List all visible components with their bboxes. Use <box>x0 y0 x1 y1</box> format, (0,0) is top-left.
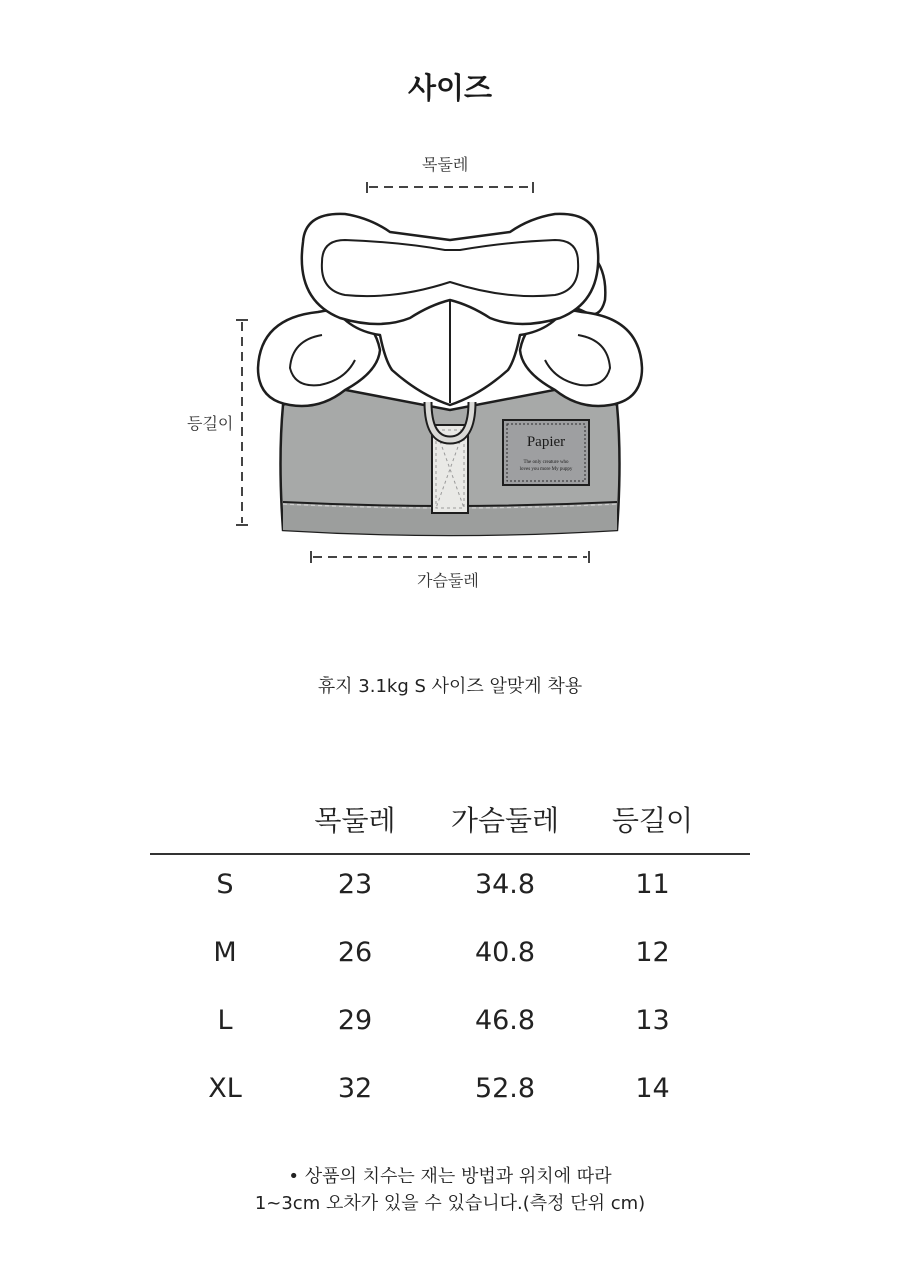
chest-cell: 46.8 <box>474 1005 536 1036</box>
patch-line-1: The only creature who <box>523 460 569 465</box>
back-measure-line <box>236 320 248 525</box>
table-row <box>150 937 750 1005</box>
footnote-line-1: • 상품의 치수는 재는 방법과 위치에 따라 <box>288 1166 612 1187</box>
header-divider <box>150 853 750 855</box>
size-cell: S <box>216 869 234 900</box>
table-row <box>150 1073 750 1141</box>
page-title: 사이즈 <box>407 71 493 105</box>
back-cell: 11 <box>635 869 670 900</box>
neck-cell: 23 <box>337 869 373 900</box>
chest-cell: 34.8 <box>474 869 536 900</box>
neck-cell: 26 <box>337 937 373 968</box>
measurement-footnote <box>0 1163 900 1217</box>
size-cell: L <box>217 1005 233 1036</box>
table-header-row <box>150 795 750 863</box>
patch-brand-text: Papier <box>526 434 566 450</box>
header-back: 등길이 <box>611 804 694 837</box>
neck-label: 목둘레 <box>422 155 469 174</box>
table-row <box>150 869 750 937</box>
table-row <box>150 1005 750 1073</box>
patch-line-2: loves you more My puppy <box>519 467 573 472</box>
garment-diagram <box>0 0 900 620</box>
back-length-label: 등길이 <box>187 414 234 433</box>
fluffy-hood <box>258 214 642 406</box>
brand-patch <box>503 420 589 485</box>
fit-note: 휴지 3.1kg S 사이즈 알맞게 착용 <box>317 676 583 697</box>
footnote-line-2: 1~3cm 오차가 있을 수 있습니다.(측정 단위 cm) <box>254 1193 646 1214</box>
chest-cell: 40.8 <box>474 937 536 968</box>
back-cell: 14 <box>635 1073 670 1104</box>
neck-measure-line <box>367 182 533 193</box>
header-neck: 목둘레 <box>314 804 396 837</box>
header-chest: 가슴둘레 <box>450 804 560 837</box>
chest-cell: 52.8 <box>474 1073 536 1104</box>
chest-label: 가슴둘레 <box>417 571 479 590</box>
back-cell: 12 <box>635 937 670 968</box>
chest-measure-line <box>311 551 589 563</box>
back-cell: 13 <box>635 1005 670 1036</box>
size-table <box>150 795 750 1135</box>
neck-cell: 29 <box>337 1005 373 1036</box>
size-cell: M <box>213 937 237 968</box>
size-cell: XL <box>208 1073 242 1104</box>
neck-cell: 32 <box>337 1073 373 1104</box>
